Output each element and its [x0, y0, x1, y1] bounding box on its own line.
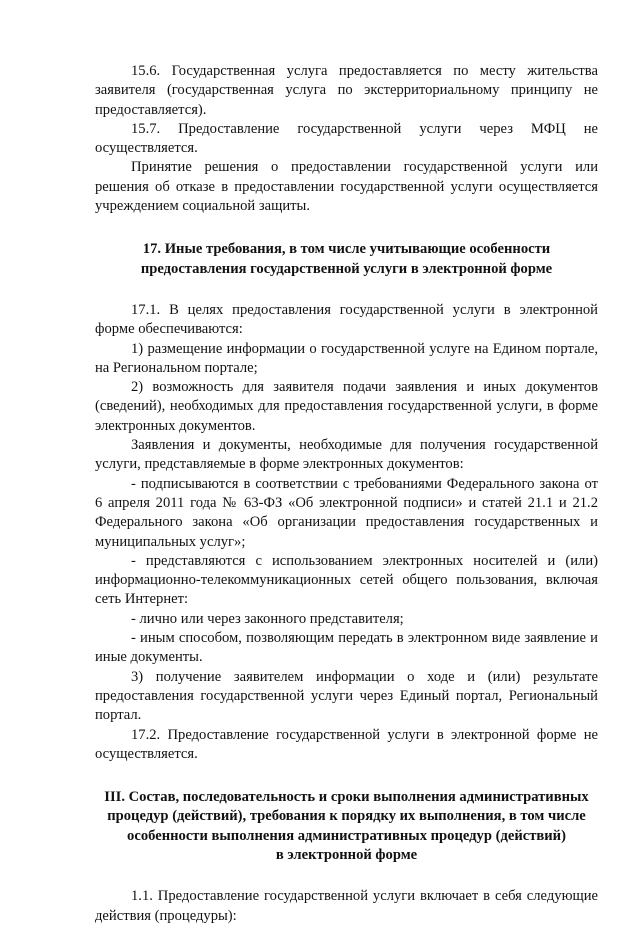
section-3-heading-line4: в электронной форме: [275, 846, 418, 863]
section-3-heading: [95, 788, 598, 865]
paragraph-17-1: 17.1. В целях предоставления государственной услуги в электронной форме обеспечиваются:: [95, 301, 598, 338]
paragraph-15-7: 15.7. Предоставление государственной услуги через МФЦ не осуществляется.: [95, 120, 598, 157]
paragraph-1-1: 1.1. Предоставление государственной услуги включает в себя следующие действия (процедуры):: [95, 888, 598, 924]
section-17-heading: [95, 240, 598, 279]
paragraph-applications: Заявления и документы, необходимые для получения государственной услуги, представляемые в форме электронных документов:: [95, 437, 598, 473]
list-item-3: 3) получение заявителем информации о ходе и (или) результате предоставления государственной услуги через Единый портал, Региональный портал.: [95, 668, 598, 724]
list-item-1: 1) размещение информации о государственной услуге на Едином портале, на Региональном портале;: [95, 340, 598, 376]
bullet-submitted: - представляются с использованием электронных носителей и (или) информационно-телекоммуникационных сетей общего пользования, включая сеть Интернет:: [95, 552, 598, 608]
bullet-personally: - лично или через законного представителя;: [131, 610, 404, 627]
section-3-heading-line1: III. Состав, последовательность и сроки выполнения административных: [104, 789, 589, 806]
paragraph-15-6: 15.6. Государственная услуга предоставляется по месту жительства заявителя (государственная услуга по экстерриториальному принципу не предоставляется).: [95, 63, 598, 118]
paragraph-decision: Принятие решения о предоставлении государственной услуги или решения об отказе в предоставлении государственной услуги осуществляется учреждением социальной защиты.: [95, 159, 598, 215]
list-item-2: 2) возможность для заявителя подачи заявления и иных документов (сведений), необходимых для предоставления государственной услуги, в форме электронных документов.: [95, 379, 598, 434]
paragraph-17-2: 17.2. Предоставление государственной услуги в электронной форме не осуществляется.: [95, 726, 598, 762]
section-3-heading-line3: особенности выполнения административных процедур (действий): [127, 827, 566, 844]
bullet-signed: - подписываются в соответствии с требованиями Федерального закона от 6 апреля 2011 года № 63-ФЗ «Об электронной подписи» и статей 21.1 и 21.2 Федерального закона «Об организации предоставления государственных и муниципальных услуг»;: [95, 475, 598, 550]
bullet-other-way: - иным способом, позволяющим передать в электронном виде заявление и иные документы.: [95, 630, 598, 666]
section-17-heading-line1: 17. Иные требования, в том числе учитывающие особенности: [142, 241, 551, 258]
document-page: [95, 62, 598, 926]
section-3-heading-line2: процедур (действий), требования к порядку их выполнения, в том числе: [107, 808, 586, 825]
section-17-heading-line2: предоставления государственной услуги в электронной форме: [140, 260, 553, 277]
